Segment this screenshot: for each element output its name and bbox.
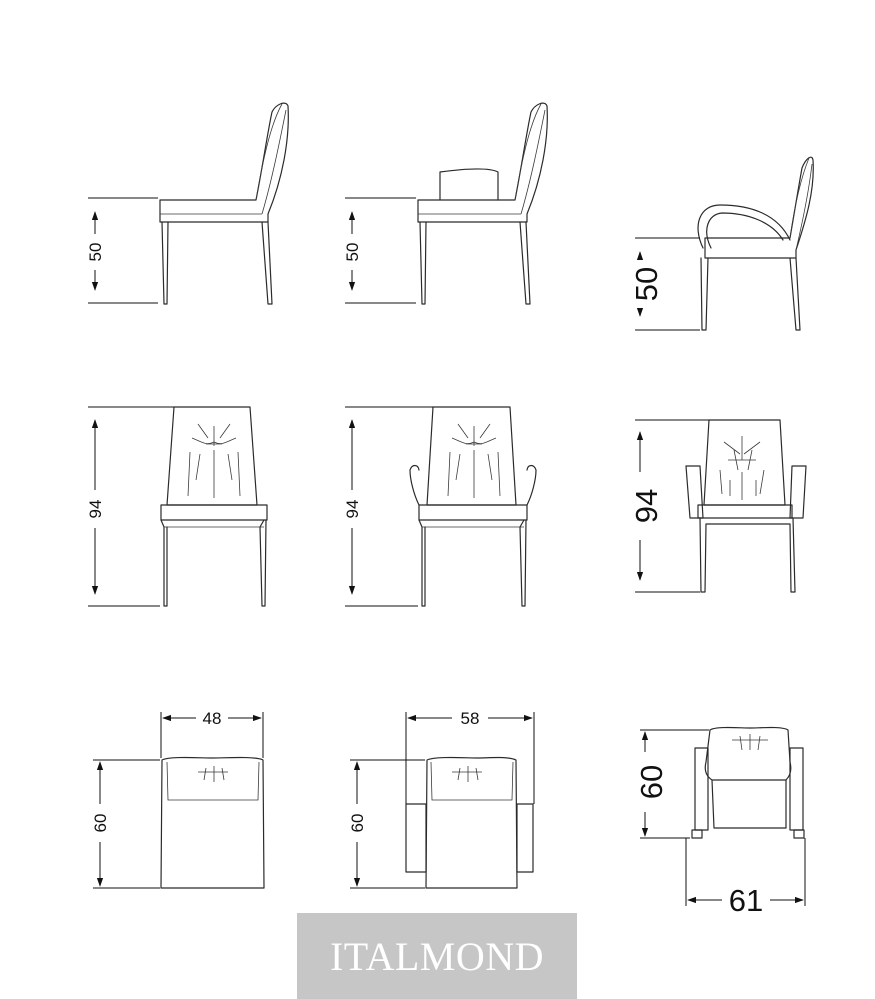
armchair-low-seat-height-label: 50 [343,242,362,262]
brand-label: ITALMOND [329,933,545,979]
armchair-high-height-label: 94 [629,488,664,524]
chair-depth-label: 60 [91,813,110,833]
armchair-low-front-view [410,407,536,606]
armchair-low-side-view [418,103,547,304]
armchair-high-width-label: 61 [728,883,764,918]
armchair-high-top-view [692,728,804,839]
chair-height-label: 94 [86,499,105,519]
chair-depth-dimension [91,760,160,888]
armchair-low-depth-label: 60 [348,813,367,833]
chair-front-view [161,407,267,606]
chair-width-dimension [161,709,263,758]
armchair-high-front-view [686,420,806,592]
armchair-low-height-label: 94 [343,499,362,519]
armchair-high-height-dimension [629,420,709,592]
armchair-low-seat-height-dimension [343,198,416,303]
chair-width-label: 48 [202,709,222,728]
armchair-high-side-view [698,157,813,330]
brand-watermark [297,913,577,999]
armchair-low-width-dimension [406,709,534,804]
chair-top-view [161,758,264,889]
chair-side-view [160,103,288,304]
armchair-low-depth-dimension [348,760,425,888]
armchair-high-seat-height-dimension [629,238,700,330]
armchair-high-depth-dimension [634,730,709,838]
armchair-high-width-dimension [686,838,805,918]
armchair-low-top-view [406,758,533,889]
chair-seat-height-dimension [86,198,158,303]
armchair-high-seat-height-label: 50 [629,266,664,302]
armchair-low-width-label: 58 [460,709,480,728]
chair-seat-height-label: 50 [86,242,105,262]
armchair-high-depth-label: 60 [634,764,669,800]
